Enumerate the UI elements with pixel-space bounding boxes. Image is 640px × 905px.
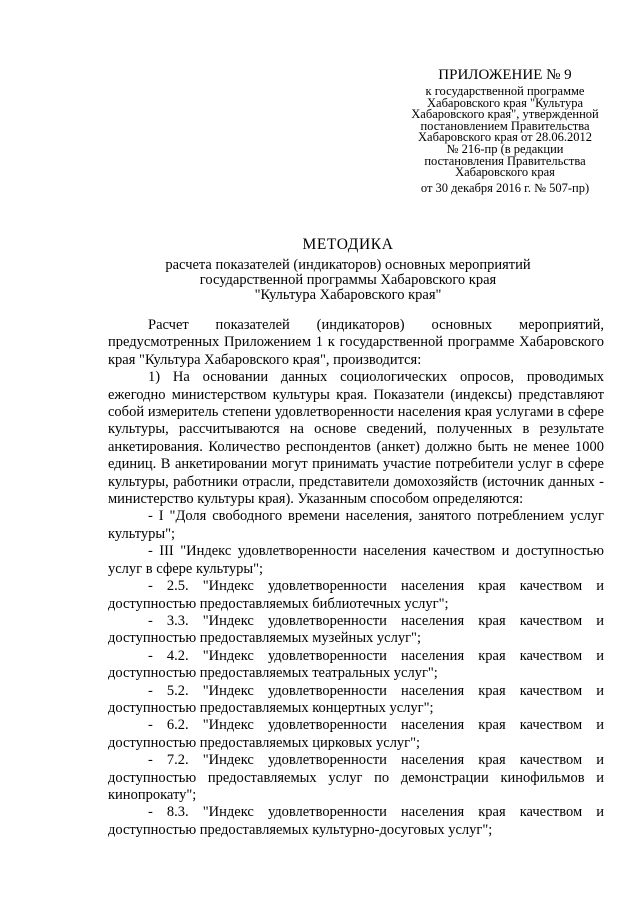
appendix-line: постановления Правительства <box>424 153 586 168</box>
indicator-item: - 3.3. "Индекс удовлетворенности населения края качеством и доступностью предоставляемых музейных услуг"; <box>108 612 604 647</box>
appendix-date: от 30 декабря 2016 г. № 507-пр) <box>420 180 590 195</box>
indicator-item: - 6.2. "Индекс удовлетворенности населения края качеством и доступностью предоставляемых цирковых услуг"; <box>108 717 604 751</box>
subtitle-line: расчета показателей (индикаторов) основных мероприятий <box>165 257 531 273</box>
appendix-line: Хабаровского края "Культура <box>427 95 583 110</box>
appendix-block <box>395 66 615 194</box>
document-title: МЕТОДИКА <box>302 236 394 253</box>
indicator-item: - 2.5. "Индекс удовлетворенности населения края качеством и доступностью предоставляемых библиотечных услуг"; <box>108 578 604 612</box>
appendix-line: Хабаровского края", утвержденной <box>411 107 599 122</box>
appendix-line: Хабаровского края <box>455 165 555 180</box>
subtitle-line: "Культура Хабаровского края" <box>254 287 442 303</box>
subtitle-line: государственной программы Хабаровского края <box>199 272 497 288</box>
document-subtitle <box>60 258 636 303</box>
indicator-item: - III "Индекс удовлетворенности населения качеством и доступностью услуг в сфере культуры"; <box>108 543 604 577</box>
appendix-line: № 216-пр (в редакции <box>446 141 564 156</box>
indicator-item: - 5.2. "Индекс удовлетворенности населения края качеством и доступностью предоставляемых концертных услуг"; <box>108 682 604 716</box>
method-paragraph: 1) На основании данных социологических опросов, проводимых ежегодно министерством культуры края. Показатели (индексы) представляют собой измеритель степени удовлетворенности населения края услугами в сфере культуры, рассчитываются на основе сведений, полученных в результате анкетирования. Количество респондентов (анкет) должно быть не менее 1000 единиц. В анкетировании могут принимать участие потребители услуг в сфере культуры, работники отрасли, представители домохозяйств (источник данных - министерство культуры края). Указанным способом определяются: <box>108 369 604 508</box>
intro-paragraph: Расчет показателей (индикаторов) основных мероприятий, предусмотренных Приложением 1 к государственной программе Хабаровского края "Культура Хабаровского края", производится: <box>108 317 604 368</box>
indicator-item: - 4.2. "Индекс удовлетворенности населения края качеством и доступностью предоставляемых театральных услуг"; <box>108 647 604 682</box>
indicator-item: - 8.3. "Индекс удовлетворенности населения края качеством и доступностью предоставляемых культурно-досуговых услуг"; <box>108 804 604 838</box>
appendix-line: постановлением Правительства <box>420 118 590 133</box>
appendix-line: к государственной программе <box>425 84 585 98</box>
indicator-item: - I "Доля свободного времени населения, занятого потреблением услуг культуры"; <box>108 508 604 542</box>
appendix-heading: ПРИЛОЖЕНИЕ № 9 <box>438 67 572 83</box>
appendix-line: Хабаровского края от 28.06.2012 <box>418 130 592 145</box>
document-body <box>108 317 604 839</box>
indicator-item: - 7.2. "Индекс удовлетворенности населения края качеством и доступностью предоставляемых услуг по демонстрации кинофильмов и кинопрокату"; <box>108 752 604 803</box>
title-block <box>60 236 636 303</box>
